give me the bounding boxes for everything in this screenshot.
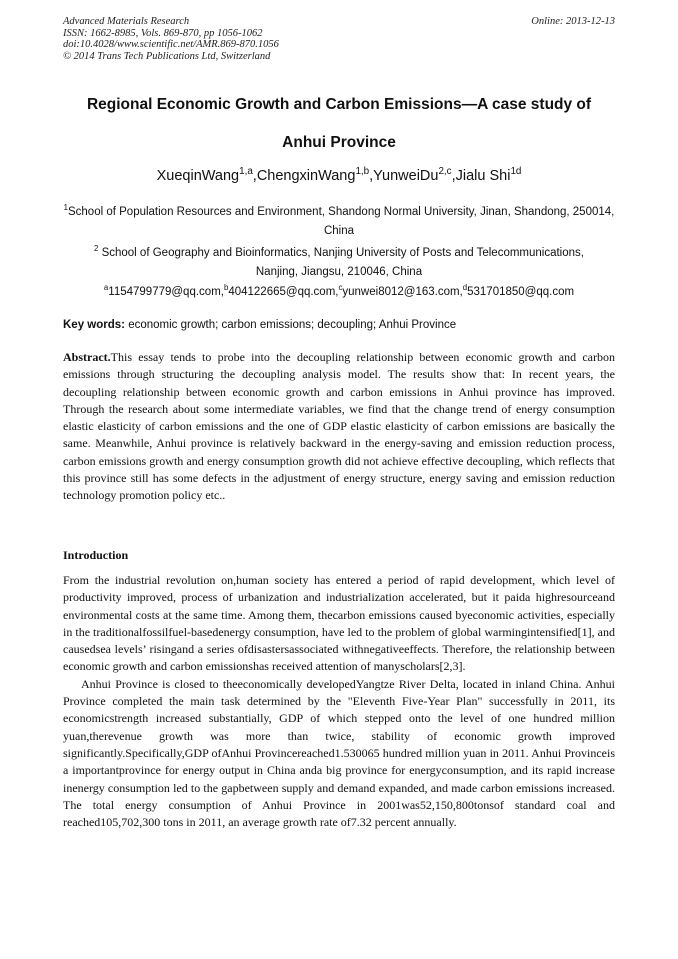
paragraph: From the industrial revolution on,human society has entered a period of rapid development, which level of productivity improved, process of urbanization and industrialization accelerated, but it paida highresourceand environmental costs at the same time. Among them, thecarbon emissions caused byeconomic activities, especially in the traditionalfossilfuel-basedenergy consumption, have led to the problem of global warmingintensified[1], and causedsea levels’ risingand a series ofdisastersassociated withnegativeeffects. Therefore, the relationship between economic growth and carbon emissionshas received attention of manyscholars[2,3]. — [63, 573, 615, 674]
introduction-body — [63, 572, 615, 831]
email-sup: d — [462, 283, 468, 293]
author-sup: 1,a — [239, 166, 253, 178]
author-name: YunweiDu — [373, 168, 439, 184]
keywords-label: Key words: — [63, 319, 125, 331]
email-sup: c — [338, 283, 343, 293]
paragraph: Anhui Province is closed to theeconomically developedYangtze River Delta, located in inland China. Anhui Province completed the main task determined by the "Eleventh Five-Year Plan" successfully in 2011, its economicstrength increased substantially, GDP of which stepped onto the level of one hundred million yuan,therevenue growth was more than twice, stability of economic growth improved significantly.Specifically,GDP ofAnhui Provincereached1.530065 hundred million yuan in 2011. Anhui Provinceis a importantprovince for energy output in China anda big province for energyconsumption, and its rapid increase inenergy consumption led to the gapbetween supply and demand expanded, and made carbon emissions increased. The total energy consumption of Anhui Province in 2001was52,150,800tonsof standard coal and reached105,702,300 tons in 2011, an average growth rate of7.32 percent annually. — [63, 676, 615, 830]
author-name: Jialu Shi — [455, 168, 511, 184]
email-address[interactable]: 404122665@qq.com, — [228, 286, 339, 298]
author-sup: 1d — [510, 166, 522, 178]
section-heading-introduction: Introduction — [63, 548, 129, 562]
email-address[interactable]: yunwei8012@163.com, — [342, 286, 463, 298]
email-address[interactable]: 531701850@qq.com — [467, 286, 575, 298]
author-separator: , — [369, 168, 374, 184]
author-separator: , — [451, 168, 456, 184]
abstract — [63, 349, 615, 505]
affiliation-sup: 2 — [94, 244, 99, 254]
author-name: XueqinWang — [156, 168, 240, 184]
email-sup: a — [103, 283, 109, 293]
paper-title — [63, 86, 615, 162]
email-sup: b — [223, 283, 229, 293]
journal-header — [63, 16, 615, 62]
affiliation-2 — [63, 244, 615, 282]
email-list — [63, 283, 615, 298]
journal-doi: doi:10.4028/www.scientific.net/AMR.869-870.1056 — [63, 39, 279, 50]
keywords-text: economic growth; carbon emissions; decoupling; Anhui Province — [128, 319, 457, 331]
affiliation-sup: 1 — [63, 203, 68, 213]
affiliation-1 — [63, 203, 615, 241]
author-list — [63, 168, 615, 184]
journal-name: Advanced Materials Research — [63, 16, 190, 27]
email-address[interactable]: 1154799779@qq.com, — [108, 286, 224, 298]
abstract-text: This essay tends to probe into the decoupling relationship between economic growth and carbon emissions through structuring the decoupling analysis model. The results show that: In recent years, the decoupling relationship between economic growth and carbon emissions in Anhui province has improved. Through the research about some intermediate variables, we find that the change trend of energy consumption elastic elasticity of carbon emissions and the one of GDP elastic elasticity of carbon emissions are basically the same. Meanwhile, Anhui province is relatively backward in the energy-saving and emission reduction process, carbon emissions growth and energy consumption growth did not achieve effective decoupling, which reflects that this province still has some defects in the adjustment of energy structure, energy saving and emission reduction technology promotion policy etc.. — [63, 350, 615, 503]
abstract-label: Abstract. — [63, 350, 111, 364]
author-name: ChengxinWang — [256, 168, 356, 184]
keywords — [63, 319, 615, 331]
author-sup: 2,c — [438, 166, 452, 178]
affiliation-line-1: School of Geography and Bioinformatics, Nanjing University of Posts and Telecommunications, — [101, 247, 584, 259]
title-line-1: Regional Economic Growth and Carbon Emissions—A case study of — [86, 96, 592, 113]
online-date: Online: 2013-12-13 — [531, 16, 615, 27]
journal-issn: ISSN: 1662-8985, Vols. 869-870, pp 1056-1062 — [63, 27, 263, 39]
title-line-2: Anhui Province — [282, 134, 396, 151]
affiliation-text: School of Population Resources and Environment, Shandong Normal University, Jinan, Shandong, 250014, China — [67, 206, 615, 237]
author-sup: 1,b — [355, 166, 370, 178]
affiliation-line-2: Nanjing, Jiangsu, 210046, China — [255, 266, 423, 278]
journal-copyright: © 2014 Trans Tech Publications Ltd, Switzerland — [63, 50, 271, 62]
author-separator: , — [252, 168, 257, 184]
